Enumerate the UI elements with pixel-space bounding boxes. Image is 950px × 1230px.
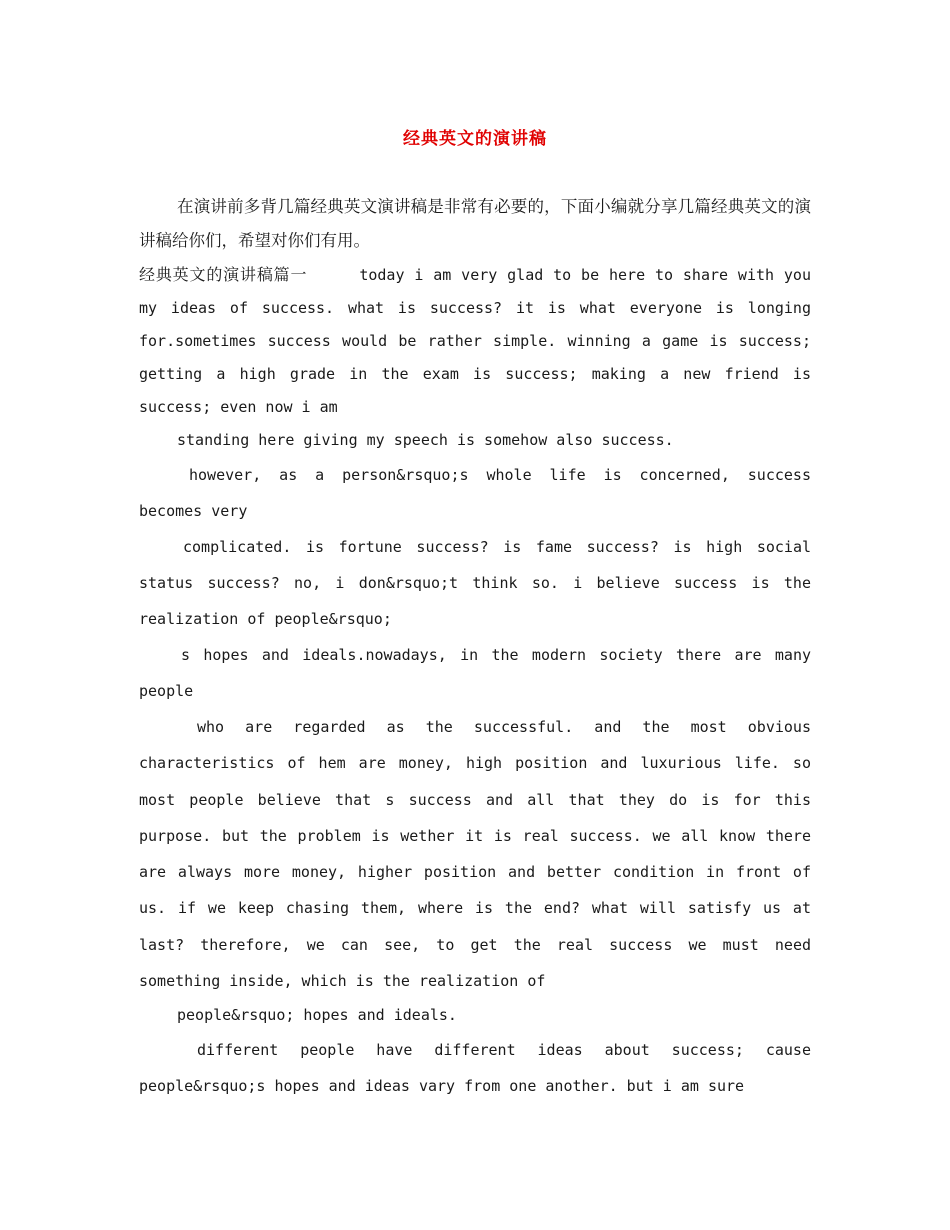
paragraph-1: [139, 258, 811, 424]
paragraph-2: standing here giving my speech is somehow also success.: [177, 431, 674, 449]
paragraph-8: different people have different ideas about success; cause people&rsquo;s hopes and ideas vary from one another. but i am sure: [139, 1041, 811, 1096]
paragraph-4: complicated. is fortune success? is fame success? is high social status success? no, i don&rsquo;t think so. i believe success is the realization of people&rsquo;: [139, 538, 811, 628]
paragraph-7: people&rsquo; hopes and ideals.: [177, 1006, 457, 1025]
section-heading: 经典英文的演讲稿篇一: [139, 265, 308, 284]
paragraph-3: however, as a person&rsquo;s whole life is concerned, success becomes very: [139, 466, 811, 520]
paragraph-6: who are regarded as the successful. and the most obvious characteristics of hem are money, high position and luxurious life. so most people believe that s success and all that they do is for this purpose. but the problem is wether it is real success. we all know there are always more money, higher position and better condition in front of us. if we keep chasing them, where is the end? what will satisfy us at last? therefore, we can see, to get the real success we must need something inside, which is the realization of: [139, 718, 811, 991]
intro-paragraph: 在演讲前多背几篇经典英文演讲稿是非常有必要的，下面小编就分享几篇经典英文的演讲稿给你们，希望对你们有用。: [139, 197, 811, 250]
paragraph-5: s hopes and ideals.nowadays, in the modern society there are many people: [139, 646, 811, 700]
paragraph-text: today i am very glad to be here to share with you my ideas of success. what is success? it is what everyone is longing for.sometimes success would be rather simple. winning a game is success; getting a high grade in the exam is success; making a new friend is success; even now i am: [139, 266, 811, 416]
document-title: 经典英文的演讲稿: [403, 129, 547, 149]
document-body: [139, 190, 811, 1104]
